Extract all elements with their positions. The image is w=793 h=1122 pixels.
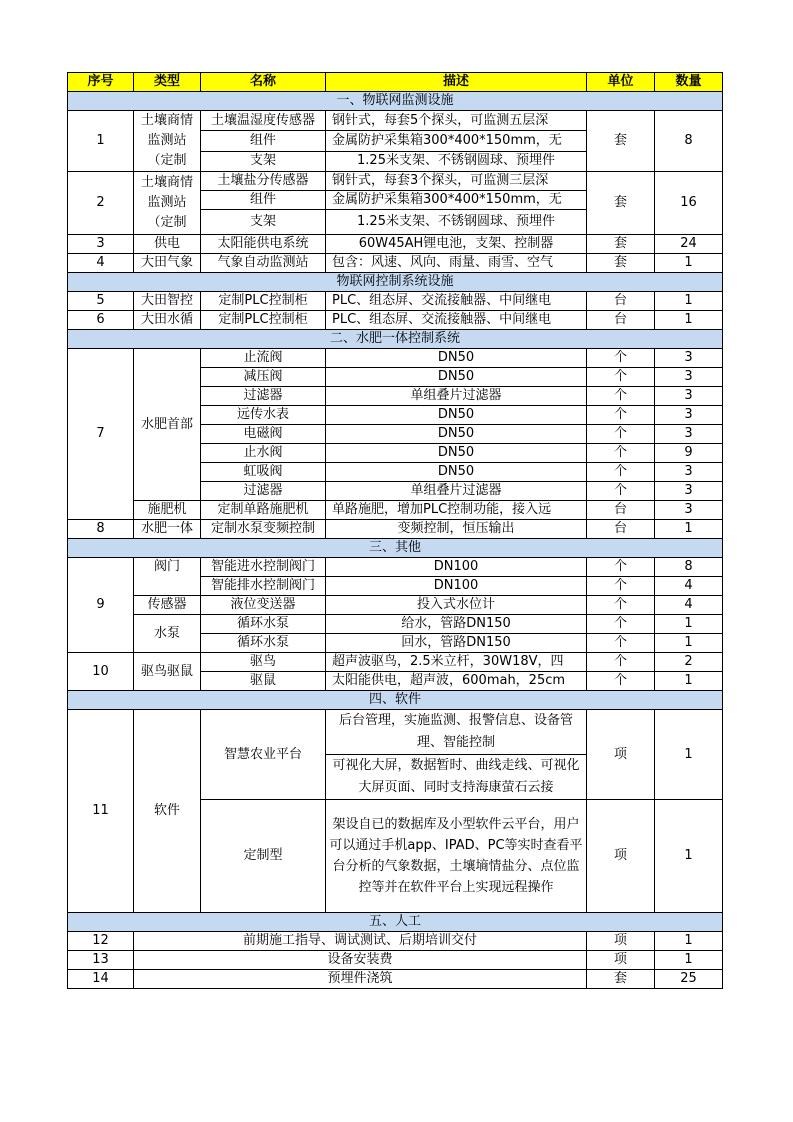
item-desc: 1.25米支架、不锈钢圆球、预埋件 [326, 151, 587, 171]
row-number: 2 [68, 172, 134, 235]
item-unit: 个 [587, 444, 655, 463]
row-type: 土壤商情监测站（定制 [134, 111, 201, 172]
item-qty: 3 [655, 387, 723, 406]
item-unit: 台 [587, 501, 655, 520]
item-unit: 个 [587, 368, 655, 387]
item-qty: 16 [655, 172, 723, 235]
item-unit: 个 [587, 387, 655, 406]
row-type: 传感器 [134, 596, 201, 615]
table-row [68, 932, 723, 951]
item-name: 循环水泵 [201, 634, 326, 653]
item-name: 过滤器 [201, 387, 326, 406]
item-desc: 回水，管路DN150 [326, 634, 587, 653]
item-desc: 设备安装费 [134, 951, 587, 970]
header-cell: 单位 [587, 73, 655, 92]
item-qty: 4 [655, 577, 723, 596]
item-name: 止水阀 [201, 444, 326, 463]
item-unit: 套 [587, 172, 655, 235]
row-number: 8 [68, 520, 134, 539]
item-unit: 项 [587, 932, 655, 951]
item-unit: 项 [587, 800, 655, 913]
item-qty: 3 [655, 349, 723, 368]
item-qty: 8 [655, 111, 723, 172]
table-row [68, 311, 723, 330]
item-desc: DN50 [326, 349, 587, 368]
item-name: 止流阀 [201, 349, 326, 368]
table-row [68, 951, 723, 970]
item-desc: PLC、组态屏、交流接触器、中间继电 [326, 311, 587, 330]
section-title: 二、水肥一体控制系统 [68, 330, 723, 349]
item-name: 组件 [201, 131, 326, 151]
table-row [68, 710, 723, 755]
item-unit: 套 [587, 111, 655, 172]
item-name: 驱鼠 [201, 672, 326, 691]
table-row [68, 111, 723, 131]
item-name: 定制水泵变频控制 [201, 520, 326, 539]
row-type: 施肥机 [134, 501, 201, 520]
item-name: 虹吸阀 [201, 463, 326, 482]
section-title: 三、其他 [68, 539, 723, 558]
item-desc: 1.25米支架、不锈钢圆球、预埋件 [326, 210, 587, 235]
header-cell: 类型 [134, 73, 201, 92]
row-type: 供电 [134, 235, 201, 254]
item-qty: 24 [655, 235, 723, 254]
row-type: 水肥首部 [134, 349, 201, 501]
item-qty: 25 [655, 970, 723, 989]
item-desc: 单路施肥，增加PLC控制功能，接入远 [326, 501, 587, 520]
table-row [68, 172, 723, 191]
item-unit: 个 [587, 425, 655, 444]
table-row [68, 520, 723, 539]
table-row [68, 970, 723, 989]
item-desc: 金属防护采集箱300*400*150mm，无 [326, 131, 587, 151]
item-desc: 架设自已的数据库及小型软件云平台，用户可以通过手机app、IPAD、PC等实时查看平台分析的气象数据，土壤墒情盐分、点位监控等并在软件平台上实现远程操作 [326, 800, 587, 913]
item-desc: DN50 [326, 406, 587, 425]
section-title: 五、人工 [68, 913, 723, 932]
item-unit: 个 [587, 349, 655, 368]
header-cell: 序号 [68, 73, 134, 92]
item-name: 支架 [201, 151, 326, 171]
item-name: 土壤盐分传感器 [201, 172, 326, 191]
item-unit: 个 [587, 615, 655, 634]
item-desc: 前期施工指导、调试测试、后期培训交付 [134, 932, 587, 951]
item-unit: 套 [587, 254, 655, 273]
equipment-table [67, 72, 723, 989]
item-qty: 1 [655, 254, 723, 273]
row-number: 6 [68, 311, 134, 330]
item-desc: 太阳能供电，超声波，600mah，25cm [326, 672, 587, 691]
item-desc: DN100 [326, 558, 587, 577]
item-qty: 1 [655, 520, 723, 539]
row-type: 土壤商情监测站（定制 [134, 172, 201, 235]
item-unit: 个 [587, 653, 655, 672]
item-name: 智能进水控制阀门 [201, 558, 326, 577]
row-number: 13 [68, 951, 134, 970]
table-header [68, 73, 723, 92]
item-desc: 可视化大屏，数据暂时、曲线走线、可视化大屏页面、同时支持海康萤石云接 [326, 755, 587, 800]
header-cell: 描述 [326, 73, 587, 92]
table-row [68, 596, 723, 615]
item-qty: 3 [655, 368, 723, 387]
row-number: 7 [68, 349, 134, 520]
item-unit: 个 [587, 463, 655, 482]
item-qty: 1 [655, 800, 723, 913]
header-cell: 数量 [655, 73, 723, 92]
item-name: 定制PLC控制柜 [201, 292, 326, 311]
item-desc: 后台管理，实施监测、报警信息、设备管理、智能控制 [326, 710, 587, 755]
item-unit: 个 [587, 558, 655, 577]
row-type: 大田智控 [134, 292, 201, 311]
item-qty: 3 [655, 482, 723, 501]
row-type: 水泵 [134, 615, 201, 653]
item-unit: 个 [587, 406, 655, 425]
row-number: 10 [68, 653, 134, 691]
item-name: 驱鸟 [201, 653, 326, 672]
item-desc: 单组叠片过滤器 [326, 387, 587, 406]
item-name: 液位变送器 [201, 596, 326, 615]
item-name: 智能排水控制阀门 [201, 577, 326, 596]
table-row [68, 235, 723, 254]
item-qty: 1 [655, 932, 723, 951]
item-name: 土壤温湿度传感器 [201, 111, 326, 131]
item-qty: 3 [655, 425, 723, 444]
item-name: 组件 [201, 191, 326, 210]
item-qty: 3 [655, 501, 723, 520]
row-number: 3 [68, 235, 134, 254]
row-number: 1 [68, 111, 134, 172]
item-qty: 1 [655, 615, 723, 634]
table-row [68, 615, 723, 634]
item-name: 电磁阀 [201, 425, 326, 444]
table-row [68, 558, 723, 577]
item-desc: 超声波驱鸟，2.5米立杆，30W18V，四 [326, 653, 587, 672]
item-desc: 预埋件浇筑 [134, 970, 587, 989]
row-type: 水肥一体 [134, 520, 201, 539]
item-unit: 项 [587, 710, 655, 800]
table-row [68, 349, 723, 368]
row-number: 4 [68, 254, 134, 273]
item-desc: 给水，管路DN150 [326, 615, 587, 634]
row-type: 大田气象 [134, 254, 201, 273]
table-row [68, 292, 723, 311]
item-name: 太阳能供电系统 [201, 235, 326, 254]
item-desc: 金属防护采集箱300*400*150mm，无 [326, 191, 587, 210]
item-name: 循环水泵 [201, 615, 326, 634]
item-unit: 个 [587, 482, 655, 501]
row-number: 9 [68, 558, 134, 653]
item-unit: 台 [587, 292, 655, 311]
item-desc: DN50 [326, 425, 587, 444]
item-unit: 个 [587, 596, 655, 615]
item-name: 定制型 [201, 800, 326, 913]
row-number: 11 [68, 710, 134, 913]
section-title: 物联网控制系统设施 [68, 273, 723, 292]
item-unit: 台 [587, 311, 655, 330]
item-unit: 个 [587, 634, 655, 653]
table-row [68, 653, 723, 672]
row-type: 大田水循 [134, 311, 201, 330]
item-desc: 钢针式，每套3个探头，可监测三层深 [326, 172, 587, 191]
item-desc: 投入式水位计 [326, 596, 587, 615]
item-unit: 套 [587, 235, 655, 254]
item-unit: 个 [587, 577, 655, 596]
item-qty: 1 [655, 672, 723, 691]
row-type: 阀门 [134, 558, 201, 596]
section-title: 四、软件 [68, 691, 723, 710]
item-name: 定制PLC控制柜 [201, 311, 326, 330]
item-desc: 钢针式，每套5个探头，可监测五层深 [326, 111, 587, 131]
item-name: 定制单路施肥机 [201, 501, 326, 520]
row-type: 驱鸟驱鼠 [134, 653, 201, 691]
item-qty: 1 [655, 951, 723, 970]
item-qty: 2 [655, 653, 723, 672]
item-name: 支架 [201, 210, 326, 235]
row-number: 5 [68, 292, 134, 311]
row-number: 14 [68, 970, 134, 989]
item-desc: 变频控制，恒压输出 [326, 520, 587, 539]
table-row [68, 254, 723, 273]
item-desc: DN50 [326, 463, 587, 482]
item-qty: 1 [655, 311, 723, 330]
section-title: 一、物联网监测设施 [68, 92, 723, 111]
item-qty: 3 [655, 406, 723, 425]
item-desc: DN50 [326, 444, 587, 463]
item-name: 智慧农业平台 [201, 710, 326, 800]
item-desc: 单组叠片过滤器 [326, 482, 587, 501]
header-cell: 名称 [201, 73, 326, 92]
item-qty: 3 [655, 463, 723, 482]
item-unit: 项 [587, 951, 655, 970]
item-name: 过滤器 [201, 482, 326, 501]
item-qty: 4 [655, 596, 723, 615]
item-desc: PLC、组态屏、交流接触器、中间继电 [326, 292, 587, 311]
table-row [68, 501, 723, 520]
item-desc: DN100 [326, 577, 587, 596]
item-unit: 台 [587, 520, 655, 539]
item-desc: DN50 [326, 368, 587, 387]
item-unit: 个 [587, 672, 655, 691]
item-qty: 8 [655, 558, 723, 577]
row-number: 12 [68, 932, 134, 951]
item-name: 减压阀 [201, 368, 326, 387]
item-qty: 1 [655, 292, 723, 311]
item-qty: 1 [655, 634, 723, 653]
item-name: 远传水表 [201, 406, 326, 425]
item-desc: 包含：风速、风向、雨量、雨雪、空气 [326, 254, 587, 273]
row-type: 软件 [134, 710, 201, 913]
item-name: 气象自动监测站 [201, 254, 326, 273]
item-qty: 1 [655, 710, 723, 800]
item-unit: 套 [587, 970, 655, 989]
item-desc: 60W45AH锂电池，支架、控制器 [326, 235, 587, 254]
item-qty: 9 [655, 444, 723, 463]
